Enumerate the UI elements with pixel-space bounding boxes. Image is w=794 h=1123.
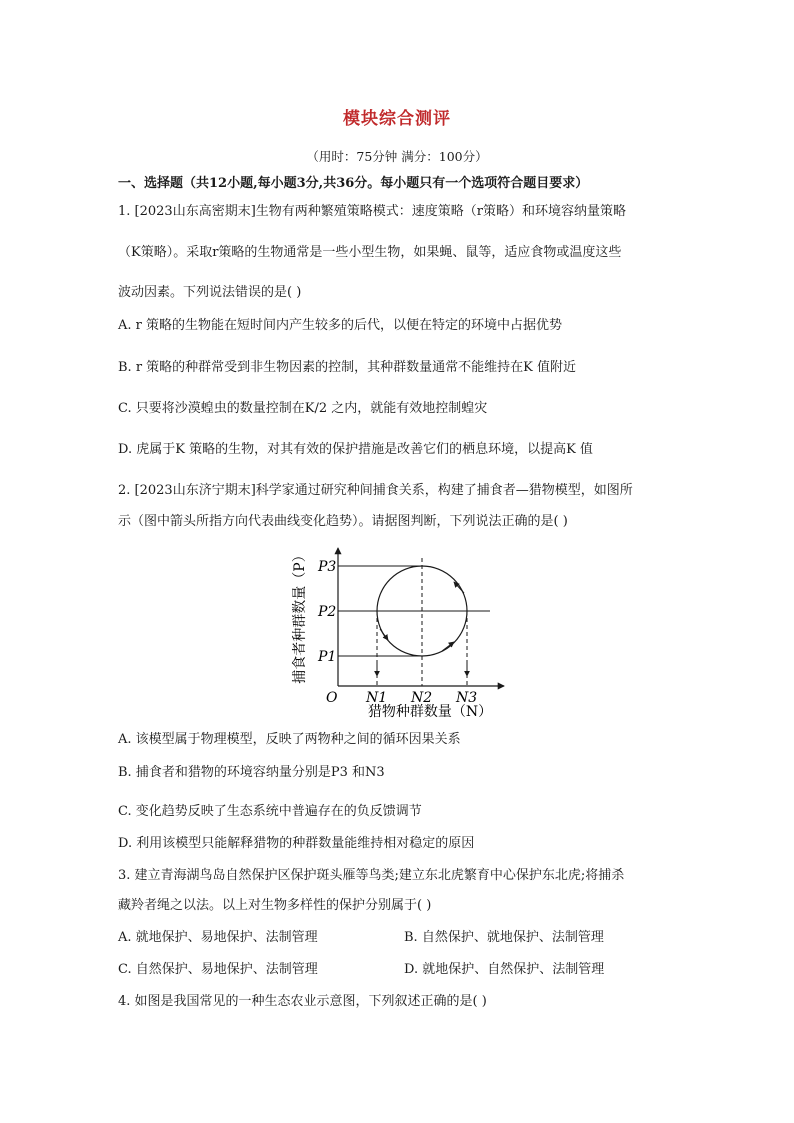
predator-prey-figure (282, 538, 512, 718)
p2-label: P2 (318, 604, 337, 620)
cycle-arrow-bottom-left (380, 629, 388, 640)
q1-option-c: C. 只要将沙漠蝗虫的数量控制在K/2 之内，就能有效地控制蝗灾 (118, 401, 488, 416)
page-title: 模块综合测评 (343, 109, 451, 129)
cycle-arrow-top-right (454, 582, 464, 593)
q1-stem-line2: （K策略）。采取r策略的生物通常是一些小型生物，如果蝇、鼠等，适应食物或温度这些 (118, 245, 622, 260)
p3-label: P3 (318, 559, 337, 575)
q3-option-c: C. 自然保护、易地保护、法制管理 (118, 962, 318, 977)
q1-stem-line1: 1. [2023山东高密期末]生物有两种繁殖策略模式：速度策略（r策略）和环境容纳量策略 (118, 204, 626, 219)
x-axis-title: 猎物种群数量（N） (367, 704, 493, 718)
q3-stem-line1: 3. 建立青海湖鸟岛自然保护区保护斑头雁等鸟类;建立东北虎繁育中心保护东北虎;将捕杀 (118, 868, 625, 883)
q4-stem-line1: 4. 如图是我国常见的一种生态农业示意图，下列叙述正确的是( ) (118, 994, 487, 1009)
q2-stem-line1: 2. [2023山东济宁期末]科学家通过研究种间捕食关系，构建了捕食者—猎物模型，如图所 (118, 483, 633, 498)
q3-option-b: B. 自然保护、就地保护、法制管理 (404, 930, 604, 945)
y-axis-title: 捕食者种群数量（P） (292, 548, 308, 684)
q2-option-d: D. 利用该模型只能解释猎物的种群数量能维持相对稳定的原因 (118, 836, 475, 851)
q3-option-a: A. 就地保护、易地保护、法制管理 (118, 930, 318, 945)
n1-label: N1 (366, 690, 388, 706)
q2-option-a: A. 该模型属于物理模型，反映了两物种之间的循环因果关系 (118, 732, 461, 747)
origin-label: O (326, 690, 338, 706)
p1-label: P1 (318, 649, 337, 665)
time-score-info: （用时：75分钟 满分：100分） (306, 149, 488, 164)
q3-option-d: D. 就地保护、自然保护、法制管理 (404, 962, 605, 977)
cycle-arrow-bottom-right (442, 642, 454, 651)
q1-option-d: D. 虎属于K 策略的生物，对其有效的保护措施是改善它们的栖息环境，以提高K 值 (118, 442, 593, 457)
q1-stem-line3: 波动因素。下列说法错误的是( ) (118, 285, 302, 300)
q2-stem-line2: 示（图中箭头所指方向代表曲线变化趋势）。请据图判断，下列说法正确的是( ) (118, 514, 568, 529)
n2-label: N2 (411, 690, 433, 706)
q1-option-a: A. r 策略的生物能在短时间内产生较多的后代，以便在特定的环境中占据优势 (118, 318, 562, 333)
q1-option-b: B. r 策略的种群常受到非生物因素的控制，其种群数量通常不能维持在K 值附近 (118, 360, 577, 375)
q2-option-c: C. 变化趋势反映了生态系统中普遍存在的负反馈调节 (118, 804, 422, 819)
n3-label: N3 (456, 690, 478, 706)
q2-option-b: B. 捕食者和猎物的环境容纳量分别是P3 和N3 (118, 765, 385, 780)
section-heading: 一、选择题（共12小题,每小题3分,共36分。每小题只有一个选项符合题目要求） (118, 176, 589, 191)
q3-stem-line2: 藏羚者绳之以法。以上对生物多样性的保护分别属于( ) (118, 898, 432, 913)
